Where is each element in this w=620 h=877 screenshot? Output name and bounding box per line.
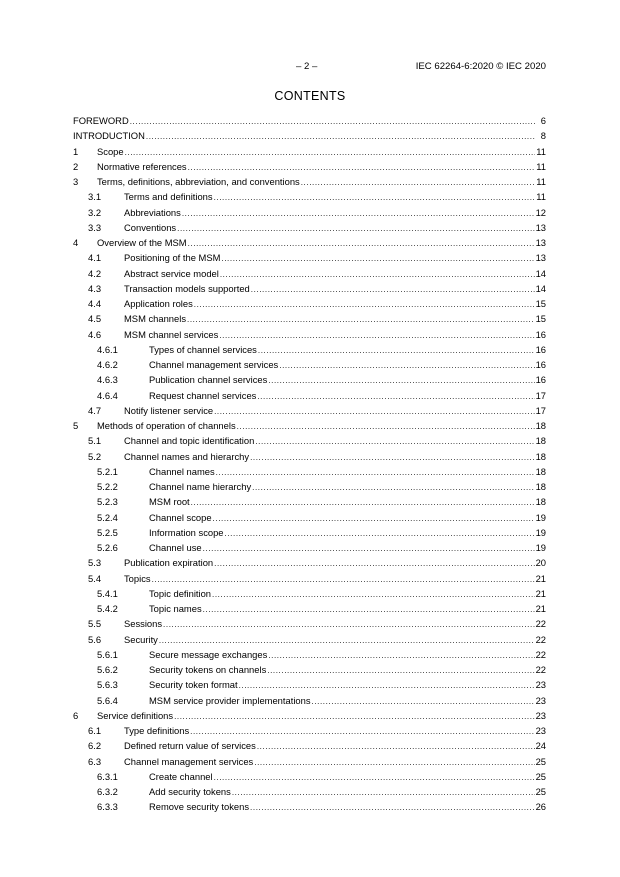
- toc-entry-number: 6.3: [88, 755, 102, 767]
- toc-entry-title: Security tokens on channels: [149, 664, 267, 675]
- toc-entry-title: Secure message exchanges: [149, 648, 268, 660]
- toc-entry-title: Channel name hierarchy: [149, 481, 252, 492]
- toc-entry-title: MSM root: [149, 496, 190, 508]
- toc-entry-number: 5.6: [88, 633, 102, 645]
- toc-entry-page: 16: [535, 343, 546, 355]
- toc-entry-number: 5.4.1: [97, 587, 118, 599]
- toc-entry-page: 17: [535, 389, 546, 401]
- toc-entry-number: 1: [73, 145, 79, 157]
- toc-entry-title: Defined return value of services: [124, 740, 256, 752]
- dot-leader: [239, 677, 535, 692]
- toc-entry-page: 20: [535, 557, 546, 569]
- toc-entry[interactable]: [73, 220, 546, 235]
- dot-leader: [203, 601, 535, 616]
- toc-entry-title: Types of channel services: [149, 343, 257, 355]
- toc-entry-page: 18: [535, 420, 546, 431]
- toc-entry-number: 4.6.2: [97, 359, 118, 370]
- toc-entry[interactable]: [73, 754, 546, 769]
- toc-entry-page: 19: [535, 511, 546, 523]
- toc-entry-title: Add security tokens: [149, 786, 231, 797]
- toc-entry-page: 23: [535, 694, 546, 706]
- table-of-contents: [73, 113, 546, 815]
- toc-entry-number: 3.2: [88, 206, 102, 218]
- toc-entry-title: Publication expiration: [124, 557, 214, 569]
- toc-entry-page: 11: [536, 176, 546, 187]
- contents-heading: CONTENTS: [274, 89, 346, 103]
- toc-entry-title: Channel names: [149, 465, 215, 477]
- toc-entry-title: Information scope: [149, 526, 224, 538]
- dot-leader: [255, 433, 534, 448]
- toc-entry-page: 11: [536, 191, 546, 203]
- dot-leader: [125, 144, 535, 159]
- toc-entry[interactable]: [73, 769, 546, 784]
- toc-entry-number: 5.2.3: [97, 496, 118, 508]
- dot-leader: [219, 327, 534, 342]
- toc-entry[interactable]: [73, 601, 546, 616]
- toc-entry-title: Request channel services: [149, 389, 257, 401]
- toc-entry-title: Channel management services: [149, 359, 279, 370]
- toc-entry-title: Abstract service model: [124, 267, 219, 279]
- toc-entry-title: Channel management services: [124, 755, 254, 767]
- toc-entry[interactable]: [73, 281, 546, 296]
- dot-leader: [268, 647, 534, 662]
- dot-leader: [174, 708, 534, 723]
- toc-entry[interactable]: [73, 342, 546, 357]
- toc-entry-page: 23: [535, 679, 546, 691]
- toc-entry-page: 23: [535, 725, 546, 736]
- page-header: [0, 61, 620, 73]
- toc-entry[interactable]: [73, 693, 546, 708]
- toc-entry-page: 25: [535, 786, 546, 797]
- toc-entry-number: 3: [73, 176, 79, 187]
- toc-entry-number: 6.2: [88, 740, 102, 752]
- toc-entry[interactable]: [73, 738, 546, 753]
- toc-entry-page: 13: [535, 237, 546, 248]
- toc-entry[interactable]: [73, 250, 546, 265]
- toc-entry-page: 16: [535, 328, 546, 340]
- toc-entry-page: 13: [535, 252, 546, 264]
- toc-entry-page: 19: [535, 542, 546, 553]
- toc-entry-title: Topic names: [149, 603, 202, 614]
- toc-entry-page: 23: [535, 709, 546, 721]
- toc-entry[interactable]: [73, 677, 546, 692]
- toc-entry-page: 21: [535, 572, 546, 584]
- toc-entry-number: 5.5: [88, 618, 102, 630]
- toc-entry-number: 5.2.5: [97, 526, 118, 538]
- toc-entry-number: 5.3: [88, 557, 102, 569]
- dot-leader: [267, 662, 534, 677]
- toc-entry-page: 25: [535, 770, 546, 782]
- dot-leader: [130, 113, 535, 128]
- dot-leader: [257, 738, 535, 753]
- toc-entry-title: Terms and definitions: [124, 191, 213, 203]
- toc-entry-number: 5.2.4: [97, 511, 118, 523]
- toc-entry-number: 4.6.3: [97, 374, 118, 386]
- toc-entry-page: 24: [535, 740, 546, 752]
- toc-entry-number: 6.3.3: [97, 801, 118, 813]
- toc-entry-page: 6: [540, 115, 546, 126]
- dot-leader: [250, 799, 535, 814]
- toc-entry-page: 15: [535, 298, 546, 309]
- toc-entry-title: Overview of the MSM: [97, 237, 187, 248]
- toc-entry[interactable]: [73, 205, 546, 220]
- toc-entry-page: 22: [535, 618, 546, 630]
- dot-leader: [213, 510, 535, 525]
- toc-entry[interactable]: [73, 159, 546, 174]
- dot-leader: [182, 205, 535, 220]
- toc-entry-number: 6: [73, 709, 79, 721]
- dot-leader: [225, 525, 535, 540]
- toc-entry-title: Methods of operation of channels: [97, 420, 236, 431]
- standard-reference: IEC 62264-6:2020 © IEC 2020: [415, 61, 546, 72]
- toc-entry[interactable]: [73, 174, 546, 189]
- toc-entry-page: 14: [535, 267, 546, 279]
- toc-entry-title: Notify listener service: [124, 404, 214, 416]
- toc-entry[interactable]: [73, 464, 546, 479]
- toc-entry-title: Create channel: [149, 770, 213, 782]
- toc-entry-title: Normative references: [97, 160, 187, 172]
- dot-leader: [214, 189, 535, 204]
- dot-leader: [216, 464, 535, 479]
- toc-entry-number: 3.3: [88, 221, 102, 233]
- toc-entry[interactable]: [73, 311, 546, 326]
- toc-entry-title: Abbreviations: [124, 206, 181, 218]
- toc-entry-number: 4.4: [88, 298, 102, 309]
- toc-entry-number: 5.1: [88, 435, 102, 447]
- toc-entry[interactable]: [73, 586, 546, 601]
- toc-entry[interactable]: [73, 708, 546, 723]
- toc-entry[interactable]: [73, 632, 546, 647]
- toc-entry-title: Type definitions: [124, 725, 190, 736]
- toc-entry-page: 19: [535, 526, 546, 538]
- toc-entry-number: 5.2: [88, 450, 102, 462]
- toc-entry-title: Remove security tokens: [149, 801, 250, 813]
- dot-leader: [301, 174, 535, 189]
- toc-entry-title: Scope: [97, 145, 124, 157]
- toc-entry[interactable]: [73, 266, 546, 281]
- toc-entry-number: 6.3.1: [97, 770, 118, 782]
- dot-leader: [194, 296, 535, 311]
- dot-leader: [252, 479, 534, 494]
- dot-leader: [203, 540, 535, 555]
- toc-entry-number: 4.6.1: [97, 343, 118, 355]
- toc-entry-page: 11: [536, 160, 546, 172]
- dot-leader: [214, 403, 534, 418]
- dot-leader: [220, 266, 535, 281]
- dot-leader: [250, 449, 534, 464]
- dot-leader: [187, 311, 535, 326]
- toc-entry-title: FOREWORD: [73, 115, 129, 126]
- toc-entry-page: 21: [535, 587, 546, 599]
- toc-entry-page: 14: [535, 282, 546, 294]
- dot-leader: [268, 372, 534, 387]
- toc-entry-title: Security token format: [149, 679, 238, 691]
- dot-leader: [152, 571, 535, 586]
- toc-entry-title: MSM channels: [124, 313, 187, 325]
- dot-leader: [159, 632, 535, 647]
- toc-entry-number: 3.1: [88, 191, 102, 203]
- toc-entry-number: 5.4: [88, 572, 102, 584]
- page-number: – 2 –: [296, 61, 318, 72]
- dot-leader: [214, 555, 534, 570]
- dot-leader: [221, 250, 534, 265]
- toc-entry-page: 18: [535, 450, 546, 462]
- toc-entry[interactable]: [73, 418, 546, 433]
- toc-entry[interactable]: [73, 113, 546, 128]
- toc-entry-title: Publication channel services: [149, 374, 268, 386]
- toc-entry-page: 12: [535, 206, 546, 218]
- toc-entry-number: 4.1: [88, 252, 102, 264]
- toc-entry-number: 4.5: [88, 313, 102, 325]
- toc-entry-title: Topic definition: [149, 587, 212, 599]
- toc-entry-number: 6.3.2: [97, 786, 118, 797]
- toc-entry-page: 17: [535, 404, 546, 416]
- toc-entry[interactable]: [73, 571, 546, 586]
- toc-entry-page: 21: [535, 603, 546, 614]
- toc-entry[interactable]: [73, 189, 546, 204]
- toc-entry-number: 6.1: [88, 725, 102, 736]
- toc-entry-number: 5.2.2: [97, 481, 118, 492]
- dot-leader: [279, 357, 534, 372]
- toc-entry-page: 18: [535, 435, 546, 447]
- toc-entry-number: 5.2.1: [97, 465, 118, 477]
- dot-leader: [190, 723, 534, 738]
- toc-entry-number: 5.6.2: [97, 664, 118, 675]
- toc-entry-title: Application roles: [124, 298, 193, 309]
- dot-leader: [212, 586, 535, 601]
- toc-entry[interactable]: [73, 403, 546, 418]
- toc-entry-page: 22: [535, 633, 546, 645]
- toc-entry-title: Terms, definitions, abbreviation, and conventions: [97, 176, 300, 187]
- dot-leader: [191, 494, 535, 509]
- toc-entry-number: 5.6.3: [97, 679, 118, 691]
- toc-entry-page: 25: [535, 755, 546, 767]
- toc-entry-title: Sessions: [124, 618, 163, 630]
- toc-entry-title: Channel use: [149, 542, 202, 553]
- toc-entry-number: 4.7: [88, 404, 102, 416]
- toc-entry-page: 16: [535, 374, 546, 386]
- toc-entry[interactable]: [73, 510, 546, 525]
- toc-entry-number: 4: [73, 237, 79, 248]
- dot-leader: [257, 388, 534, 403]
- toc-entry-title: Positioning of the MSM: [124, 252, 221, 264]
- toc-entry-page: 18: [535, 465, 546, 477]
- toc-entry[interactable]: [73, 357, 546, 372]
- dot-leader: [214, 769, 535, 784]
- toc-entry[interactable]: [73, 555, 546, 570]
- toc-entry-title: Topics: [124, 572, 151, 584]
- toc-entry[interactable]: [73, 723, 546, 738]
- toc-entry[interactable]: [73, 662, 546, 677]
- toc-entry-number: 5.2.6: [97, 542, 118, 553]
- toc-entry-number: 5.6.4: [97, 694, 118, 706]
- toc-entry[interactable]: [73, 525, 546, 540]
- toc-entry[interactable]: [73, 494, 546, 509]
- dot-leader: [254, 754, 534, 769]
- toc-entry[interactable]: [73, 235, 546, 250]
- toc-entry-title: MSM channel services: [124, 328, 219, 340]
- toc-entry-title: INTRODUCTION: [73, 130, 145, 142]
- dot-leader: [188, 159, 535, 174]
- toc-entry-title: Transaction models supported: [124, 282, 250, 294]
- toc-entry-page: 26: [535, 801, 546, 813]
- toc-entry-title: Channel scope: [149, 511, 212, 523]
- toc-entry[interactable]: [73, 784, 546, 799]
- toc-entry[interactable]: [73, 128, 546, 143]
- toc-entry[interactable]: [73, 616, 546, 631]
- toc-entry-page: 18: [535, 481, 546, 492]
- dot-leader: [312, 693, 535, 708]
- dot-leader: [232, 784, 535, 799]
- toc-entry-number: 4.3: [88, 282, 102, 294]
- toc-entry-number: 5: [73, 420, 79, 431]
- toc-entry[interactable]: [73, 327, 546, 342]
- toc-entry-number: 4.6: [88, 328, 102, 340]
- toc-entry[interactable]: [73, 144, 546, 159]
- toc-entry-title: Channel names and hierarchy: [124, 450, 250, 462]
- toc-entry-title: MSM service provider implementations: [149, 694, 311, 706]
- toc-entry-number: 2: [73, 160, 79, 172]
- dot-leader: [146, 128, 535, 143]
- dot-leader: [258, 342, 535, 357]
- toc-entry[interactable]: [73, 296, 546, 311]
- toc-entry-number: 5.4.2: [97, 603, 118, 614]
- toc-entry[interactable]: [73, 449, 546, 464]
- toc-entry-number: 5.6.1: [97, 648, 118, 660]
- toc-entry-title: Conventions: [124, 221, 177, 233]
- toc-entry-title: Channel and topic identification: [124, 435, 255, 447]
- toc-entry-number: 4.2: [88, 267, 102, 279]
- toc-entry[interactable]: [73, 433, 546, 448]
- toc-entry[interactable]: [73, 479, 546, 494]
- toc-entry[interactable]: [73, 799, 546, 814]
- toc-entry-page: 15: [535, 313, 546, 325]
- toc-entry-number: 4.6.4: [97, 389, 118, 401]
- toc-entry-page: 13: [535, 221, 546, 233]
- toc-entry[interactable]: [73, 372, 546, 387]
- toc-entry-title: Security: [124, 633, 158, 645]
- toc-entry[interactable]: [73, 388, 546, 403]
- toc-entry-page: 16: [535, 359, 546, 370]
- dot-leader: [177, 220, 534, 235]
- dot-leader: [188, 235, 535, 250]
- dot-leader: [251, 281, 535, 296]
- toc-entry-page: 8: [540, 130, 546, 142]
- toc-entry-page: 22: [535, 648, 546, 660]
- toc-entry[interactable]: [73, 647, 546, 662]
- toc-entry-title: Service definitions: [97, 709, 174, 721]
- dot-leader: [163, 616, 535, 631]
- dot-leader: [237, 418, 535, 433]
- toc-entry-page: 11: [536, 145, 546, 157]
- toc-entry[interactable]: [73, 540, 546, 555]
- toc-entry-page: 22: [535, 664, 546, 675]
- toc-entry-page: 18: [535, 496, 546, 508]
